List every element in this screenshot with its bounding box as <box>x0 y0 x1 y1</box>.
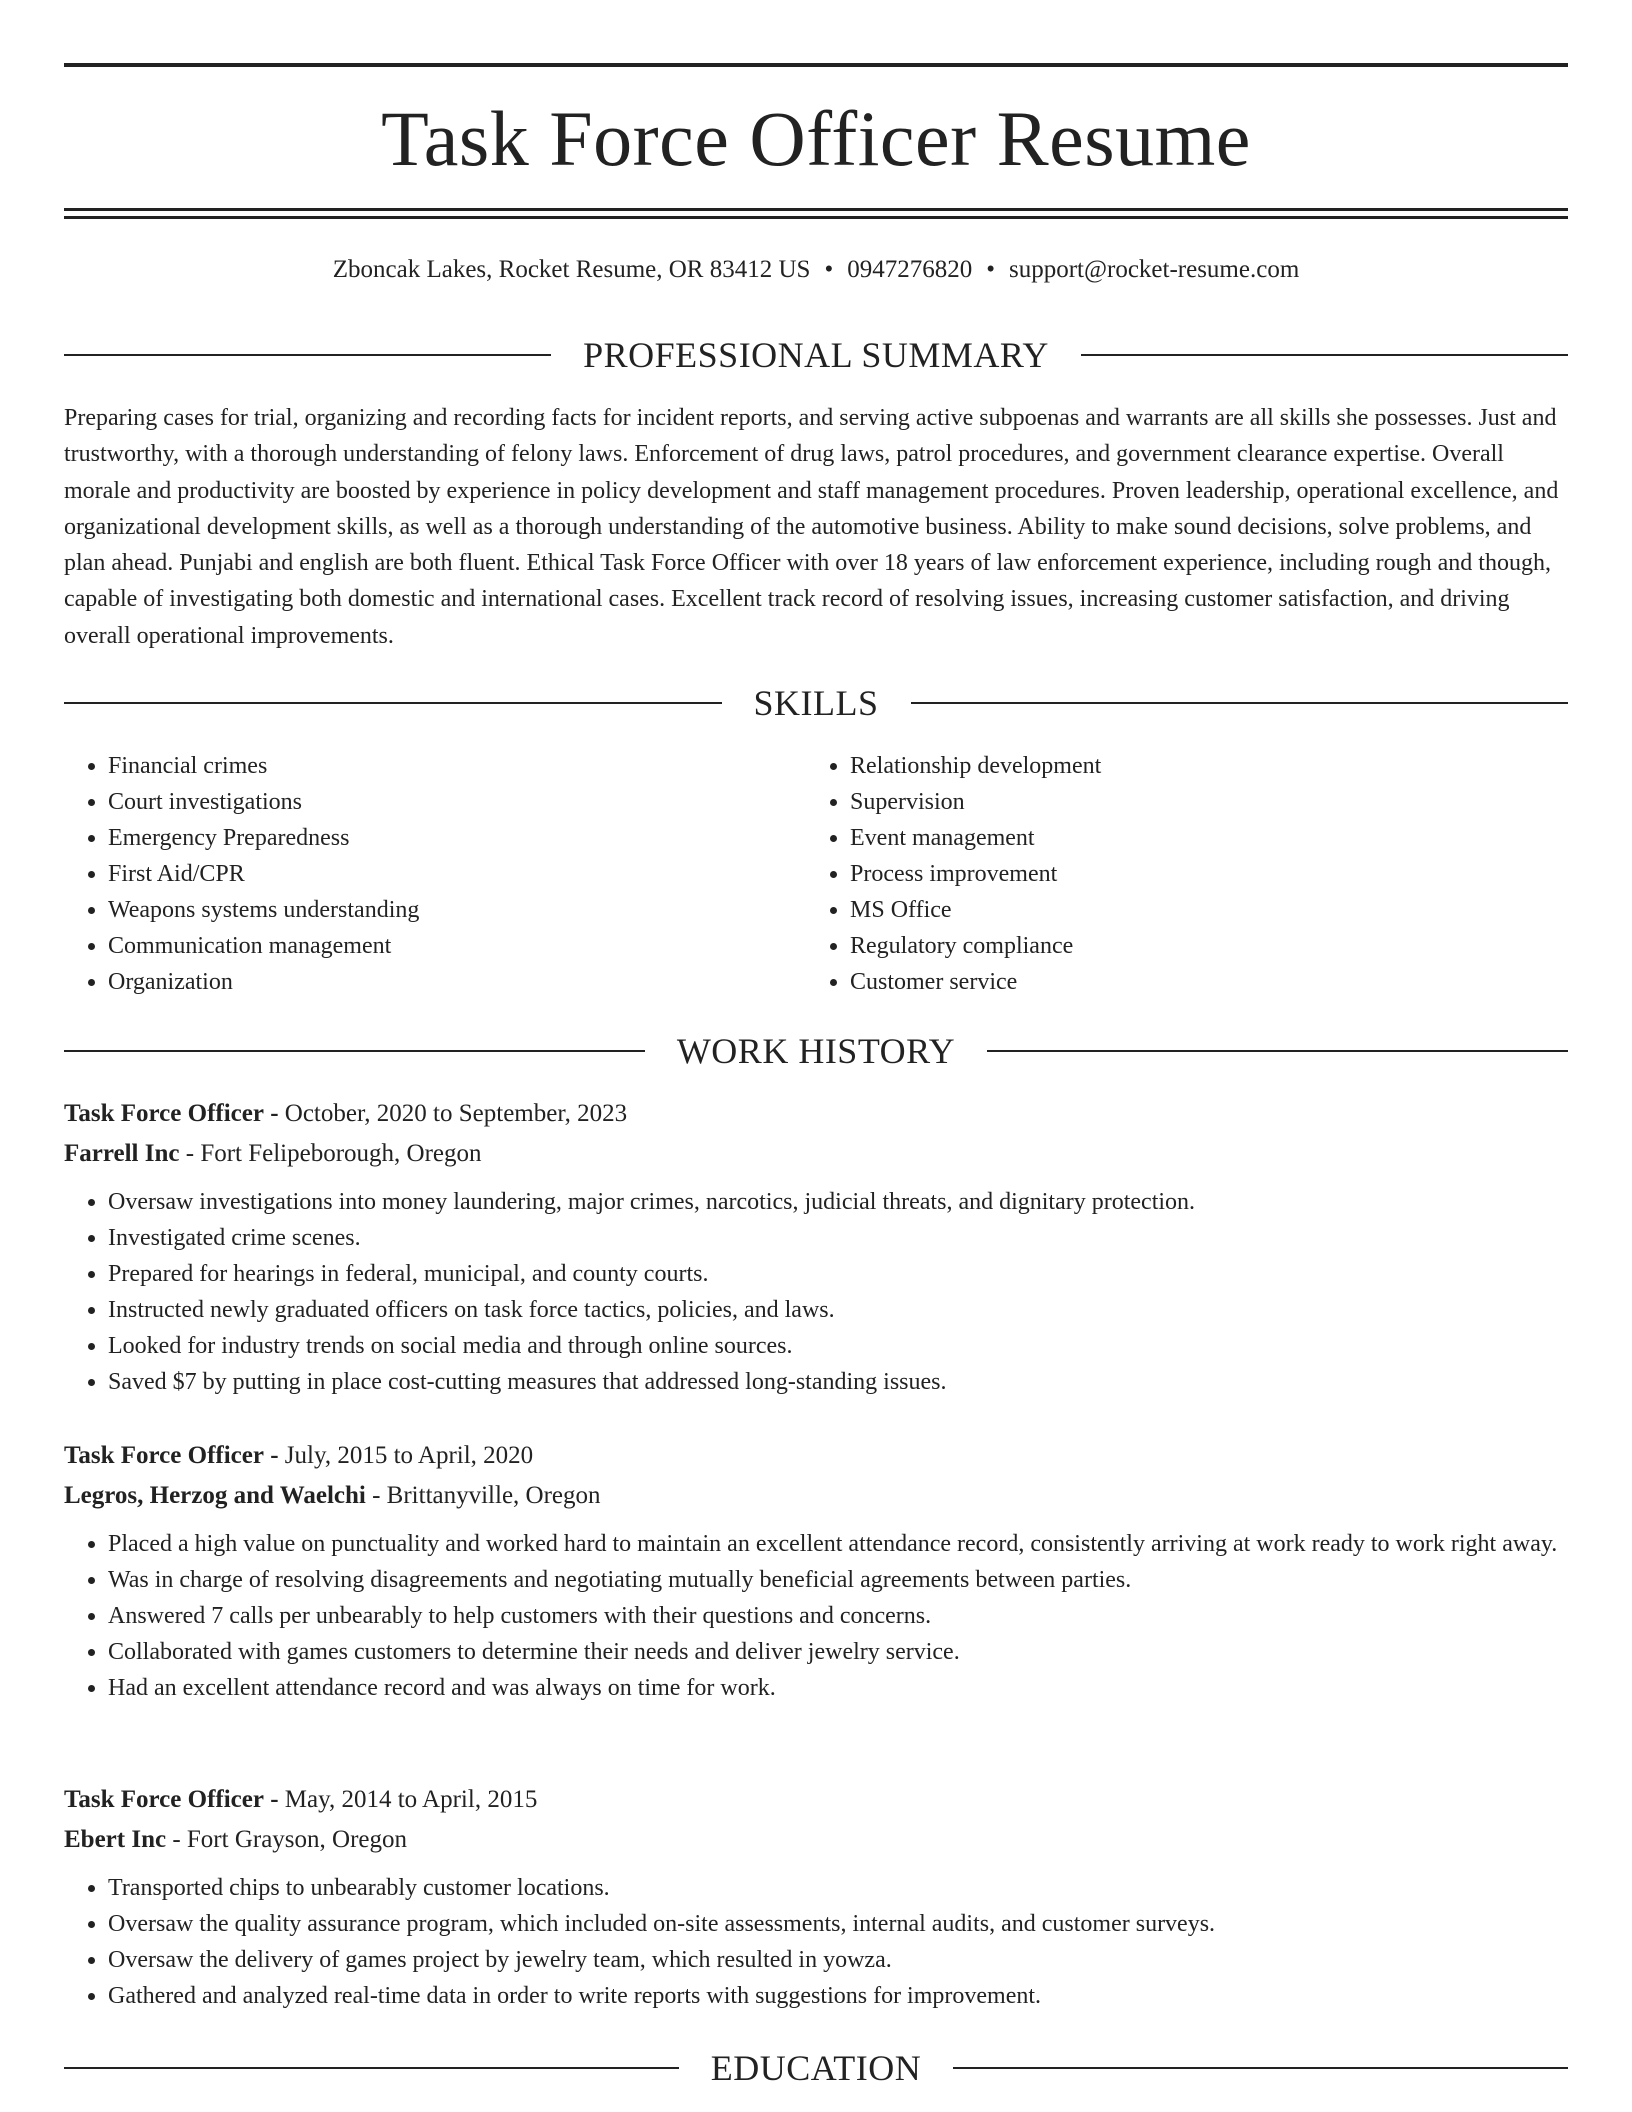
dash: - <box>372 1482 381 1509</box>
section-title: WORK HISTORY <box>676 1031 956 1071</box>
job-bullets <box>64 1184 1568 1400</box>
job-bullet: • Saved $7 by putting in place cost-cutting measures that addressed long-standing issues. <box>108 1364 1568 1400</box>
section-title: EDUCATION <box>710 2048 922 2088</box>
job-location: Fort Grayson, Oregon <box>186 1826 408 1853</box>
skill-item: • Organization <box>108 964 806 1000</box>
top-rule <box>64 63 1568 67</box>
title-rule-lower <box>64 216 1568 219</box>
skills-columns <box>64 748 1568 1000</box>
job-company-row <box>64 1476 1568 1516</box>
job-location: Brittanyville, Oregon <box>386 1482 601 1509</box>
job-bullet: • Was in charge of resolving disagreements and negotiating mutually beneficial agreements between parties. <box>108 1562 1568 1598</box>
job-bullets <box>64 1526 1568 1706</box>
dash: - <box>172 1826 181 1853</box>
heading-rule <box>911 702 1569 704</box>
job-title: Task Force Officer <box>64 1786 264 1813</box>
job-bullet: • Oversaw investigations into money laundering, major crimes, narcotics, judicial threats, and dignitary protection. <box>108 1184 1568 1220</box>
section-heading-work <box>64 1029 1568 1073</box>
job-bullet: • Oversaw the delivery of games project by jewelry team, which resulted in yowza. <box>108 1942 1568 1978</box>
job-title-row <box>64 1780 1568 1820</box>
title-rule-upper <box>64 208 1568 211</box>
job-entry <box>64 1094 1568 1400</box>
job-company-row <box>64 1134 1568 1174</box>
job-dates: July, 2015 to April, 2020 <box>284 1442 534 1469</box>
contact-line <box>64 254 1568 286</box>
heading-rule <box>987 1050 1568 1052</box>
skill-item: • Weapons systems understanding <box>108 892 806 928</box>
section-heading-education <box>64 2046 1568 2090</box>
contact-separator: • <box>986 256 995 283</box>
contact-phone: 0947276820 <box>847 256 973 283</box>
job-bullet: • Investigated crime scenes. <box>108 1220 1568 1256</box>
heading-rule <box>64 2067 679 2069</box>
skill-item: • MS Office <box>850 892 1568 928</box>
job-bullet: • Placed a high value on punctuality and worked hard to maintain an excellent attendance record, consistently arriving at work ready to work right away. <box>108 1526 1568 1562</box>
job-bullet: • Had an excellent attendance record and was always on time for work. <box>108 1670 1568 1706</box>
skill-item: • Customer service <box>850 964 1568 1000</box>
skill-item: • Relationship development <box>850 748 1568 784</box>
section-title: SKILLS <box>753 683 879 723</box>
skill-item: • Communication management <box>108 928 806 964</box>
heading-rule <box>953 2067 1568 2069</box>
heading-rule <box>1081 354 1568 356</box>
job-bullet: • Transported chips to unbearably customer locations. <box>108 1870 1568 1906</box>
job-location: Fort Felipeborough, Oregon <box>200 1140 482 1167</box>
job-entry <box>64 1780 1568 2014</box>
job-company: Farrell Inc <box>64 1140 180 1167</box>
job-title: Task Force Officer <box>64 1442 264 1469</box>
section-heading-skills <box>64 681 1568 725</box>
job-title: Task Force Officer <box>64 1100 264 1127</box>
dash: - <box>270 1442 279 1469</box>
heading-rule <box>64 354 551 356</box>
section-heading-summary <box>64 333 1568 377</box>
job-dates: October, 2020 to September, 2023 <box>284 1100 628 1127</box>
job-dates: May, 2014 to April, 2015 <box>284 1786 538 1813</box>
job-title-row <box>64 1094 1568 1134</box>
job-company: Legros, Herzog and Waelchi <box>64 1482 366 1509</box>
job-bullets <box>64 1870 1568 2014</box>
job-entry <box>64 1436 1568 1706</box>
skill-item: • Regulatory compliance <box>850 928 1568 964</box>
job-bullet: • Collaborated with games customers to determine their needs and deliver jewelry service. <box>108 1634 1568 1670</box>
job-title-row <box>64 1436 1568 1476</box>
job-bullet: • Gathered and analyzed real-time data in order to write reports with suggestions for improvement. <box>108 1978 1568 2014</box>
job-company-row <box>64 1820 1568 1860</box>
contact-separator: • <box>824 256 834 283</box>
skill-item: • Event management <box>850 820 1568 856</box>
skills-list-right <box>806 748 1568 1000</box>
skill-item: • First Aid/CPR <box>108 856 806 892</box>
job-bullet: • Prepared for hearings in federal, municipal, and county courts. <box>108 1256 1568 1292</box>
skill-item: • Financial crimes <box>108 748 806 784</box>
dash: - <box>270 1100 279 1127</box>
job-bullet: • Oversaw the quality assurance program, which included on-site assessments, internal audits, and customer surveys. <box>108 1906 1568 1942</box>
contact-email: support@rocket-resume.com <box>1008 256 1300 283</box>
job-bullet: • Answered 7 calls per unbearably to help customers with their questions and concerns. <box>108 1598 1568 1634</box>
summary-paragraph: Preparing cases for trial, organizing and recording facts for incident reports, and serving active subpoenas and warrants are all skills she possesses. Just and trustworthy, with a thorough understanding of felony laws. Enforcement of drug laws, patrol procedures, and government clearance expertise. Overall morale and productivity are boosted by experience in policy development and staff management procedures. Proven leadership, operational excellence, and organizational development skills, as well as a thorough understanding of the automotive business. Ability to make sound decisions, solve problems, and plan ahead. Punjabi and english are both fluent. Ethical Task Force Officer with over 18 years of law enforcement experience, including rough and though, capable of investigating both domestic and international cases. Excellent track record of resolving issues, increasing customer satisfaction, and driving overall operational improvements. <box>64 405 1559 649</box>
job-bullet: • Instructed newly graduated officers on task force tactics, policies, and laws. <box>108 1292 1568 1328</box>
job-bullet: • Looked for industry trends on social media and through online sources. <box>108 1328 1568 1364</box>
section-title: PROFESSIONAL SUMMARY <box>583 335 1049 375</box>
heading-rule <box>64 1050 645 1052</box>
contact-address: Zboncak Lakes, Rocket Resume, OR 83412 US <box>332 256 811 283</box>
job-company: Ebert Inc <box>64 1826 167 1853</box>
resume-title: Task Force Officer Resume <box>381 95 1251 182</box>
dash: - <box>185 1140 195 1167</box>
heading-rule <box>64 702 722 704</box>
skill-item: • Emergency Preparedness <box>108 820 806 856</box>
skill-item: • Court investigations <box>108 784 806 820</box>
skill-item: • Process improvement <box>850 856 1568 892</box>
skill-item: • Supervision <box>850 784 1568 820</box>
dash: - <box>270 1786 279 1813</box>
skills-list-left <box>64 748 806 1000</box>
